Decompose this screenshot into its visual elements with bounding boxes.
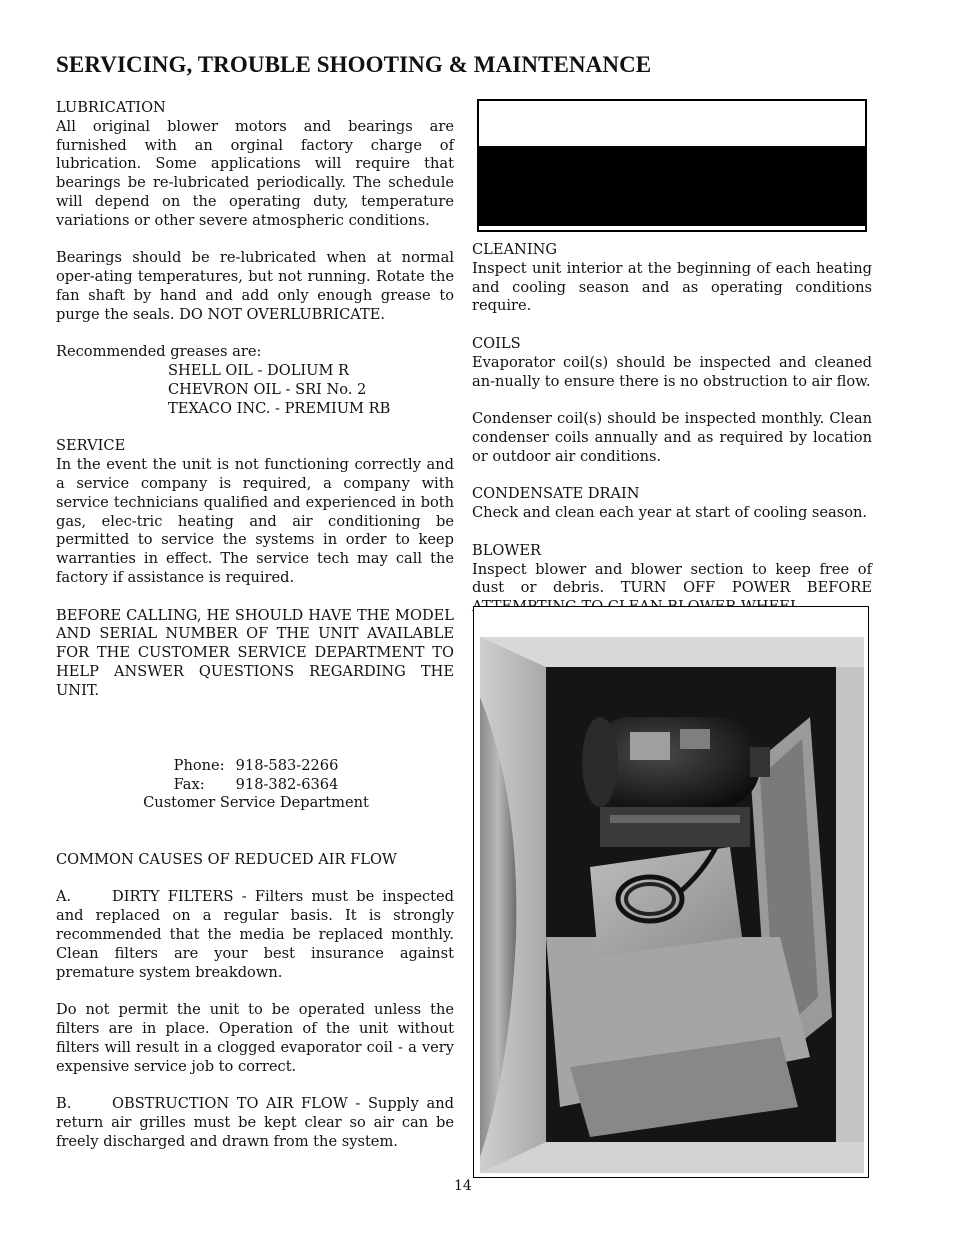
coils-heading: COILS <box>472 334 521 352</box>
item-a-marker: A. <box>56 888 72 906</box>
lubrication-heading: LUBRICATION <box>56 99 166 116</box>
service-paragraph-2: BEFORE CALLING, HE SHOULD HAVE THE MODEL AND SERIAL NUMBER OF THE UNIT AVAILABLE FOR THE CUSTOMER SERVICE DEPARTMENT TO HELP ANSWER QUESTIONS REGARDING THE UNIT. <box>56 606 454 699</box>
grease-item-shell: SHELL OIL - DOLIUM R <box>168 362 350 380</box>
left-column <box>56 99 454 1152</box>
fax-line <box>58 776 454 795</box>
service-paragraph-1: In the event the unit is not functioning correctly and a service company is required, a company with service technicians qualified and experienced in both gas, elec-tric heating and air conditioning be permitted to service the systems in order to keep warranties in effect. The service tech may call the factory if assistance is required. <box>56 456 454 586</box>
blower-photo-frame <box>473 606 869 1178</box>
service-heading: SERVICE <box>56 437 126 455</box>
grease-item-texaco: TEXACO INC. - PREMIUM RB <box>168 399 391 417</box>
phone-number: 918-583-2266 <box>235 756 339 774</box>
contact-block <box>56 757 454 813</box>
lubrication-paragraph-1: All original blower motors and bearings are furnished with an orginal factory charge of lubrication. Some applications will require that bearings be re-lubricated periodically. The schedule will depend on the operating duty, temperature variations or other severe atmospheric conditions. <box>56 117 454 229</box>
phone-line <box>58 757 454 776</box>
warning-box <box>477 99 867 232</box>
item-a-text: DIRTY FILTERS - Filters must be inspected and replaced on a regular basis. It is strongly recommended that the media be replaced monthly. Clean filters are your best insurance against premature system breakdown. <box>56 888 454 981</box>
phone-label: Phone: <box>173 756 225 774</box>
condensate-drain-text: Check and clean each year at start of cooling season. <box>472 504 868 522</box>
blower-section-photo <box>480 637 864 1173</box>
airflow-heading: COMMON CAUSES OF REDUCED AIR FLOW <box>56 850 397 868</box>
cleaning-heading: CLEANING <box>472 241 558 258</box>
greases-intro: Recommended greases are: <box>56 343 262 361</box>
coils-paragraph-2: Condenser coil(s) should be inspected monthly. Clean condenser coils annually and as required by location or outdoor air conditions. <box>472 410 872 465</box>
page-title: SERVICING, TROUBLE SHOOTING & MAINTENANCE <box>56 52 652 77</box>
airflow-item-a-paragraph-2: Do not permit the unit to be operated unless the filters are in place. Operation of the unit without filters will result in a clogged evaporator coil - a very expensive service job to correct. <box>56 1001 454 1075</box>
item-b-text: OBSTRUCTION TO AIR FLOW - Supply and return air grilles must be kept clear so air can be freely discharged and drawn from the system. <box>56 1095 454 1150</box>
warning-box-fill <box>479 146 865 226</box>
customer-service-department: Customer Service Department <box>143 794 369 812</box>
airflow-item-a <box>56 888 454 982</box>
grease-item-chevron: CHEVRON OIL - SRI No. 2 <box>168 380 367 398</box>
fax-label: Fax: <box>173 775 205 793</box>
cleaning-text: Inspect unit interior at the beginning of each heating and cooling season and as operating conditions require. <box>472 259 872 315</box>
lubrication-paragraph-2: Bearings should be re-lubricated when at normal oper-ating temperatures, but not running. Rotate the fan shaft by hand and add only enough grease to purge the seals. DO NOT OVERLUBRICATE. <box>56 249 454 323</box>
fax-number: 918-382-6364 <box>235 775 339 793</box>
blower-heading: BLOWER <box>472 541 542 559</box>
item-b-marker: B. <box>56 1095 72 1113</box>
page-number: 14 <box>454 1178 472 1194</box>
airflow-item-b <box>56 1095 454 1151</box>
coils-paragraph-1: Evaporator coil(s) should be inspected and cleaned an-nually to ensure there is no obstruction to air flow. <box>472 353 872 390</box>
condensate-drain-heading: CONDENSATE DRAIN <box>472 485 640 503</box>
blower-text: Inspect blower and blower section to keep free of dust or debris. TURN OFF POWER BEFORE <box>472 560 872 597</box>
right-column <box>472 241 872 617</box>
